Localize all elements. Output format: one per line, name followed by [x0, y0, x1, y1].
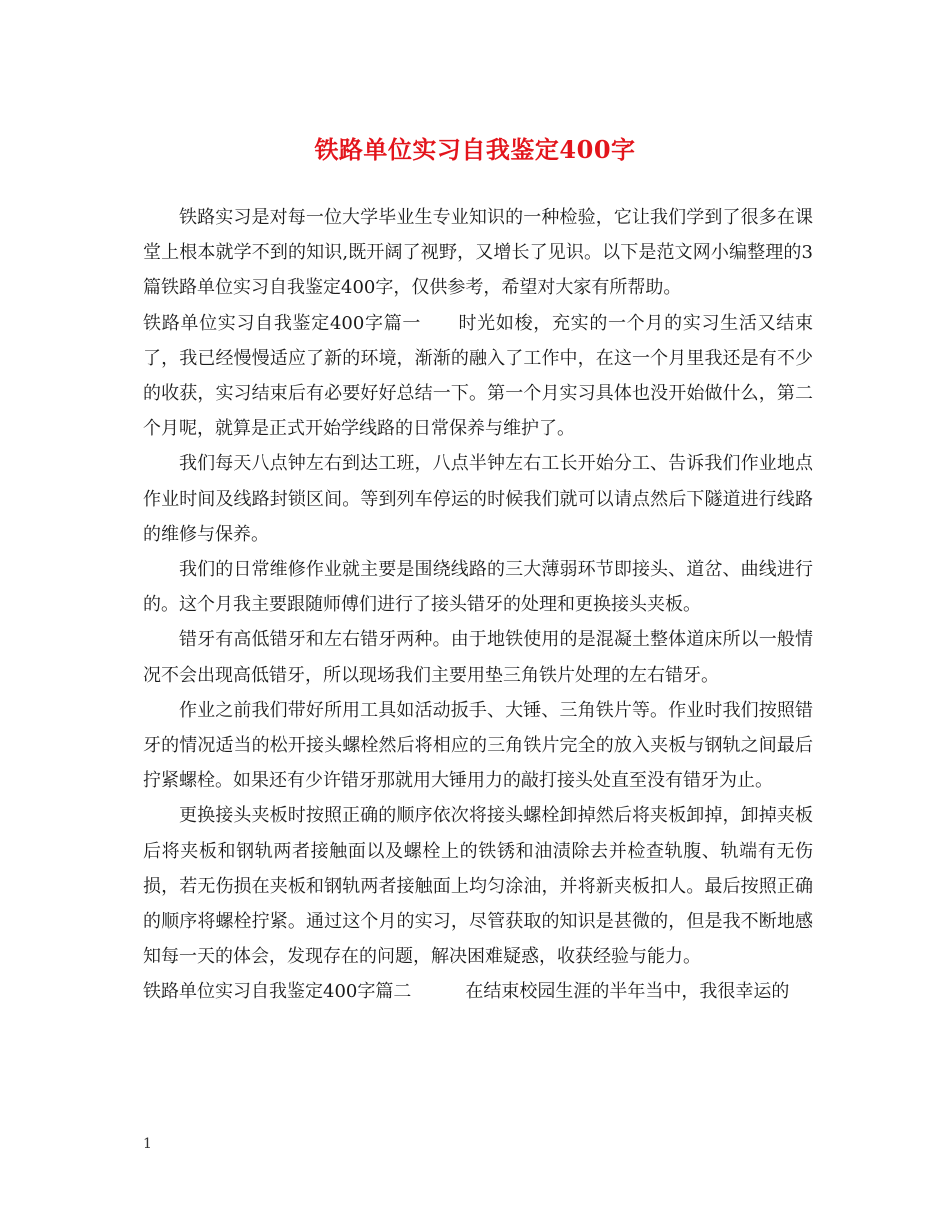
page-title: 铁路单位实习自我鉴定400字	[314, 135, 636, 164]
document-body	[143, 200, 813, 1010]
paragraph-misalignment: 错牙有高低错牙和左右错牙两种。由于地铁使用的是混凝土整体道床所以一般情况不会出现高低错牙，所以现场我们主要用垫三角铁片处理的左右错牙。	[143, 629, 813, 686]
paragraph-maintenance: 我们的日常维修作业就主要是围绕线路的三大薄弱环节即接头、道岔、曲线进行的。这个月我主要跟随师傅们进行了接头错牙的处理和更换接头夹板。	[143, 559, 813, 616]
paragraph-splice-bar: 更换接头夹板时按照正确的顺序依次将接头螺栓卸掉然后将夹板卸掉，卸掉夹板后将夹板和钢轨两者接触面以及螺栓上的铁锈和油渍除去并检查轨腹、轨端有无伤损，若无伤损在夹板和钢轨两者接触面上均匀涂油，并将新夹板扣人。最后按照正确的顺序将螺栓拧紧。通过这个月的实习，尽管获取的知识是甚微的，但是我不断地感知每一天的体会，发现存在的问题，解决困难疑惑，收获经验与能力。	[143, 805, 813, 968]
page-number: 1	[143, 1136, 152, 1152]
paragraph-section-two: 铁路单位实习自我鉴定400字篇二 在结束校园生涯的半年当中，我很幸运的	[143, 981, 790, 1003]
paragraph-daily-schedule: 我们每天八点钟左右到达工班，八点半钟左右工长开始分工、告诉我们作业地点作业时间及线路封锁区间。等到列车停运的时候我们就可以请点然后下隧道进行线路的维修与保养。	[143, 453, 813, 545]
paragraph-section-one: 铁路单位实习自我鉴定400字篇一 时光如梭，充实的一个月的实习生活又结束了，我已经慢慢适应了新的环境，渐渐的融入了工作中，在这一个月里我还是有不少的收获，实习结束后有必要好好总结一下。第一个月实习具体也没开始做什么，第二个月呢，就算是正式开始学线路的日常保养与维护了。	[143, 312, 813, 440]
paragraph-intro: 铁路实习是对每一位大学毕业生专业知识的一种检验，它让我们学到了很多在课堂上根本就学不到的知识,既开阔了视野，又增长了见识。以下是范文网小编整理的3篇铁路单位实习自我鉴定400字，仅供参考，希望对大家有所帮助。	[143, 207, 813, 299]
paragraph-tools: 作业之前我们带好所用工具如活动扳手、大锤、三角铁片等。作业时我们按照错牙的情况适当的松开接头螺栓然后将相应的三角铁片完全的放入夹板与钢轨之间最后拧紧螺栓。如果还有少许错牙那就用大锤用力的敲打接头处直至没有错牙为止。	[143, 699, 813, 792]
